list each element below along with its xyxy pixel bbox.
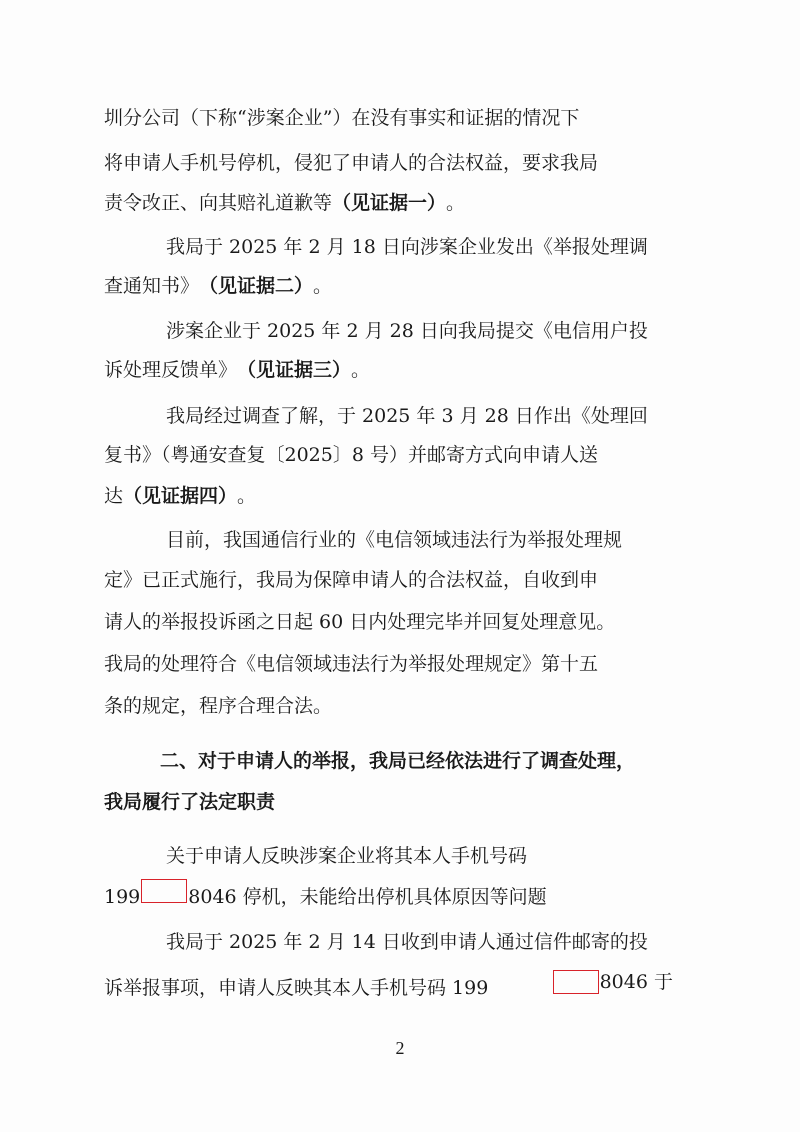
- evidence-reference: （见证据二）: [199, 275, 314, 297]
- paragraph-1-line-2: [0, 143, 800, 183]
- text-line: 达: [104, 485, 124, 507]
- text-line: 复书》（粤通安查复〔2025〕8 号）并邮寄方式向申请人送: [104, 444, 598, 466]
- evidence-reference: （见证据四）: [123, 485, 238, 507]
- evidence-reference: （见证据三）: [237, 359, 352, 381]
- phone-prefix: 199: [104, 886, 141, 908]
- paragraph-1-line-3: [0, 183, 800, 223]
- text-line: 圳分公司（下称“涉案企业”）在没有事实和证据的情况下: [104, 107, 580, 129]
- text-line: 诉处理反馈单》: [104, 359, 238, 381]
- paragraph-2-line-1: [0, 227, 800, 267]
- paragraph-5-line-1: [0, 520, 800, 560]
- text-line: 诉举报事项，申请人反映其本人手机号码 199: [104, 977, 489, 999]
- text-line: 8046 停机，未能给出停机具体原因等问题: [188, 886, 547, 908]
- section-heading: 我局履行了法定职责: [104, 791, 276, 813]
- paragraph-5-line-3: [0, 602, 800, 642]
- text-line: 责令改正、向其赔礼道歉等: [104, 192, 333, 214]
- paragraph-2-line-2: [0, 266, 800, 306]
- text-line: 条的规定，程序合理合法。: [104, 695, 333, 717]
- redaction-box: [141, 879, 187, 903]
- paragraph-4-line-2: [0, 435, 800, 475]
- text-line: 查通知书》: [104, 275, 200, 297]
- paragraph-3-line-1: [0, 311, 800, 351]
- text-line: 定》已正式施行，我局为保障申请人的合法权益，自收到申: [104, 569, 599, 591]
- text-line: 我局于 2025 年 2 月 14 日收到申请人通过信件邮寄的投: [166, 931, 648, 953]
- text-line: 。: [446, 192, 466, 214]
- paragraph-4-line-1: [0, 396, 800, 436]
- text-line: 涉案企业于 2025 年 2 月 28 日向我局提交《电信用户投: [166, 320, 648, 342]
- text-line: 。: [237, 485, 257, 507]
- section-heading-line-1: [0, 741, 800, 781]
- section-heading: 二、对于申请人的举报，我局已经依法进行了调查处理，: [160, 750, 636, 772]
- text-line: 8046 于: [599, 971, 673, 993]
- issue-line-1: [0, 836, 800, 876]
- text-line: 关于申请人反映涉案企业将其本人手机号码: [166, 845, 528, 867]
- evidence-reference: （见证据一）: [332, 192, 447, 214]
- paragraph-3-line-2: [0, 350, 800, 390]
- paragraph-6-line-2: [0, 962, 800, 1002]
- text-line: 请人的举报投诉函之日起 60 日内处理完毕并回复处理意见。: [104, 611, 616, 633]
- section-heading-line-2: [0, 782, 800, 822]
- paragraph-4-line-3: [0, 476, 800, 516]
- paragraph-5-line-4: [0, 644, 800, 684]
- paragraph-5-line-5: [0, 686, 800, 726]
- page-number: 2: [395, 1038, 405, 1058]
- text-line: 我局经过调查了解，于 2025 年 3 月 28 日作出《处理回: [166, 405, 648, 427]
- text-line: 目前，我国通信行业的《电信领域违法行为举报处理规: [166, 529, 623, 551]
- paragraph-5-line-2: [0, 560, 800, 600]
- paragraph-6-line-1: [0, 922, 800, 962]
- issue-line-2: [0, 877, 800, 917]
- text-line: 我局的处理符合《电信领域违法行为举报处理规定》第十五: [104, 653, 599, 675]
- text-line: 。: [351, 359, 371, 381]
- text-line: 我局于 2025 年 2 月 18 日向涉案企业发出《举报处理调: [166, 236, 648, 258]
- paragraph-1-line-1: [0, 98, 800, 138]
- redaction-box: [553, 970, 599, 994]
- text-line: 将申请人手机号停机，侵犯了申请人的合法权益，要求我局: [104, 152, 599, 174]
- text-line: 。: [313, 275, 333, 297]
